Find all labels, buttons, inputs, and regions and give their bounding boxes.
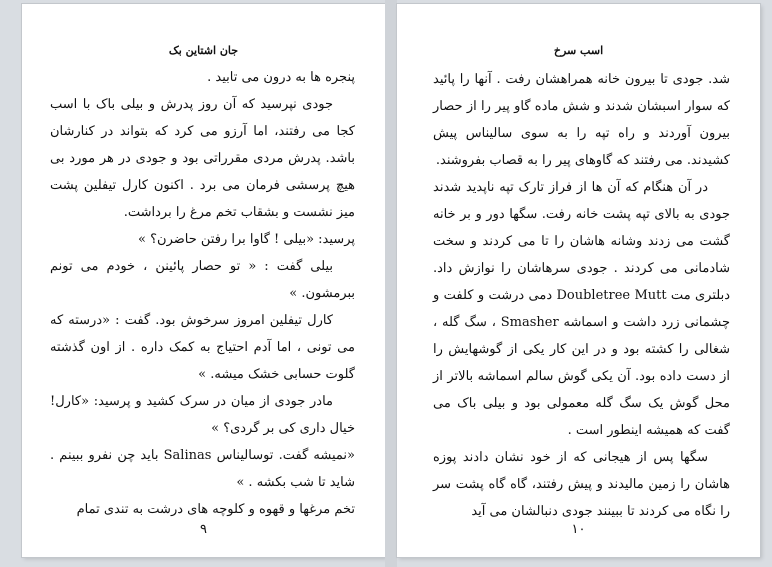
paragraph: کارل تیفلین امروز سرخوش بود. گفت : «درسته که می تونی ، اما آدم احتیاج به کمک داره . از اون گذشته گلوت حسابی خشک میشه. » <box>50 313 355 382</box>
paragraph: «نمیشه گفت. توسالیناس Salinas باید چن نفرو ببینم . شاید تا شب بکشه . » <box>50 448 355 490</box>
right-page-number: ١٠ <box>571 522 586 537</box>
page-gutter <box>385 0 397 567</box>
paragraph: در آن هنگام که آن ها از فراز تارک تپه ناپدید شدند جودی به بالای تپه پشت خانه رفت. سگها دور و بر خانه گشت می زدند وشانه هاشان را تا می کردند و سخت شادمانی می کردند . جودی سرهاشان را نوازش داد. دبلتری مت Doubletree Mutt دمی درشت و کلفت و چشمانی زرد داشت و اسماشه Smasher ، سگ گله ، شغالی را کشته بود و در این کار یکی از گوشهایش را از دست داده بود. آن یکی گوش سالم اسماشه بالاتر از محل گوش یک سگ گله معمولی بود و بیلی باک می گفت که همیشه اینطور است . <box>433 180 731 438</box>
left-page-header: جان اشتاین بک <box>168 44 239 57</box>
right-page-body <box>433 66 730 525</box>
paragraph: شد. جودی تا بیرون خانه همراهشان رفت . آنها را پائید که سوار اسبشان شدند و شش ماده گاو پیر را از حصار بیرون آوردند و راه تپه را به سوی سالیناس پیش کشیدند. می رفتند که گاوهای پیر را به قصاب بفروشند. <box>433 72 730 168</box>
paragraph: سگها پس از هیجانی که از خود نشان دادند پوزه هاشان را زمین مالیدند و پیش رفتند، گاه گاه پشت سر را نگاه می کردند تا ببینند جودی دنبالشان می آید <box>433 450 730 519</box>
left-page-body <box>50 64 355 523</box>
right-page <box>397 4 760 557</box>
left-page-number: ٩ <box>200 522 207 537</box>
left-page <box>22 4 385 557</box>
paragraph: بیلی گفت : « تو حصار پائینن ، خودم می تونم ببرمشون. » <box>50 259 355 301</box>
paragraph: پنجره ها به درون می تابید . <box>207 70 355 85</box>
paragraph: جودی نپرسید که آن روز پدرش و بیلی باک با اسب کجا می رفتند، اما آرزو می کرد که بتواند در کنارشان باشد. پدرش مردی مقرراتی بود و جودی در هر مورد بی هیچ پرسشی فرمان می برد . اکنون کارل تیفلین پشت میز نشست و بشقاب تخم مرغ را برداشت. <box>50 97 355 220</box>
right-page-header: اسب سرخ <box>553 44 604 57</box>
paragraph: پرسید: «بیلی ! گاوا برا رفتن حاضرن؟ » <box>138 232 355 247</box>
paragraph: تخم مرغها و قهوه و کلوچه های درشت به تندی تمام <box>76 502 355 517</box>
paragraph: مادر جودی از میان در سرک کشید و پرسید: «کارل! خیال داری کی بر گردی؟ » <box>50 394 355 436</box>
